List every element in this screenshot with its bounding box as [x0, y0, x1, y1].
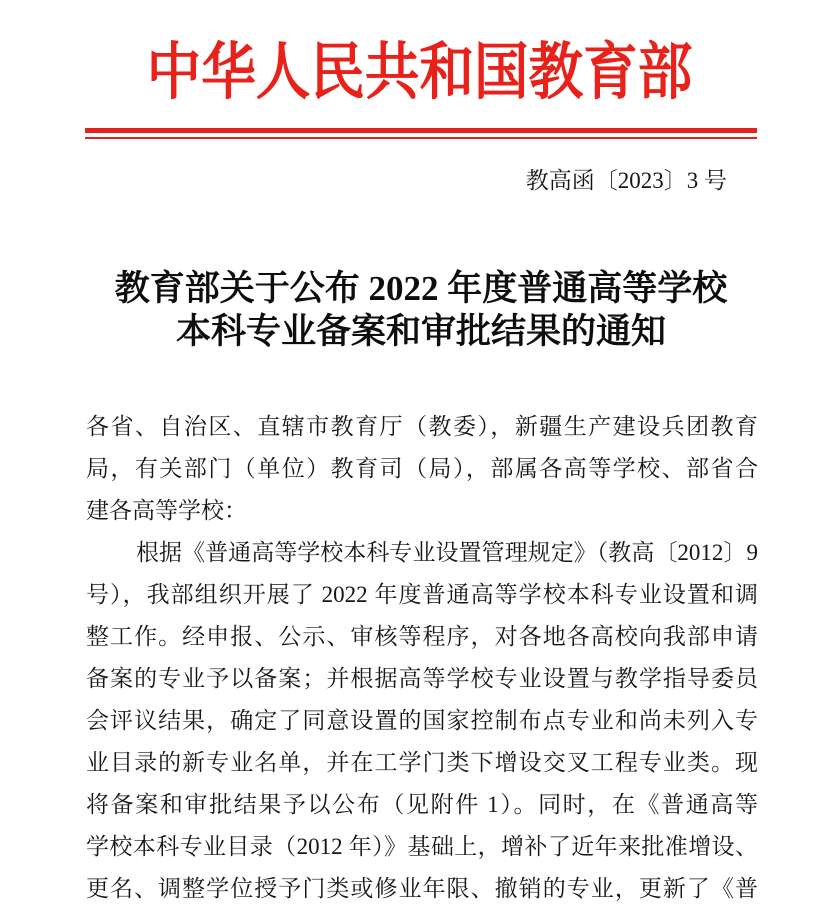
body-line: 建各高等学校： — [86, 498, 247, 523]
body-line: 将备案和审批结果予以公布（见附件 1）。同时，在《普通高等 — [86, 792, 758, 817]
body-line: 号），我部组织开展了 2022 年度普通高等学校本科专业设置和调 — [86, 582, 758, 607]
document-title — [85, 267, 757, 353]
document-title-line2: 本科专业备案和审批结果的通知 — [175, 312, 666, 351]
red-rule-thin — [85, 137, 757, 139]
body-line: 各省、自治区、直辖市教育厅（教委），新疆生产建设兵团教育 — [86, 414, 758, 439]
document-title-line1: 教育部关于公布 2022 年度普通高等学校 — [114, 269, 728, 308]
agency-name: 中华人民共和国教育部 — [146, 39, 693, 107]
body-line: 会评议结果，确定了同意设置的国家控制布点专业和尚未列入专 — [86, 708, 758, 733]
body-line: 备案的专业予以备案；并根据高等学校专业设置与教学指导委员 — [86, 666, 758, 691]
doc-number: 教高函〔2023〕3 号 — [525, 168, 727, 193]
body-line: 整工作。经申报、公示、审核等程序，对各地各高校向我部申请 — [86, 624, 758, 649]
body-line: 根据《普通高等学校本科专业设置管理规定》（教高〔2012〕9 — [136, 540, 758, 565]
body-line: 局，有关部门（单位）教育司（局），部属各高等学校、部省合 — [86, 456, 758, 481]
document-body — [86, 406, 758, 910]
body-line: 业目录的新专业名单，并在工学门类下增设交叉工程专业类。现 — [86, 750, 758, 775]
body-line: 学校本科专业目录（2012 年）》基础上，增补了近年来批准增设、 — [86, 834, 758, 859]
red-rule-thick — [85, 128, 757, 133]
body-line: 更名、调整学位授予门类或修业年限、撤销的专业，更新了《普 — [86, 876, 758, 901]
